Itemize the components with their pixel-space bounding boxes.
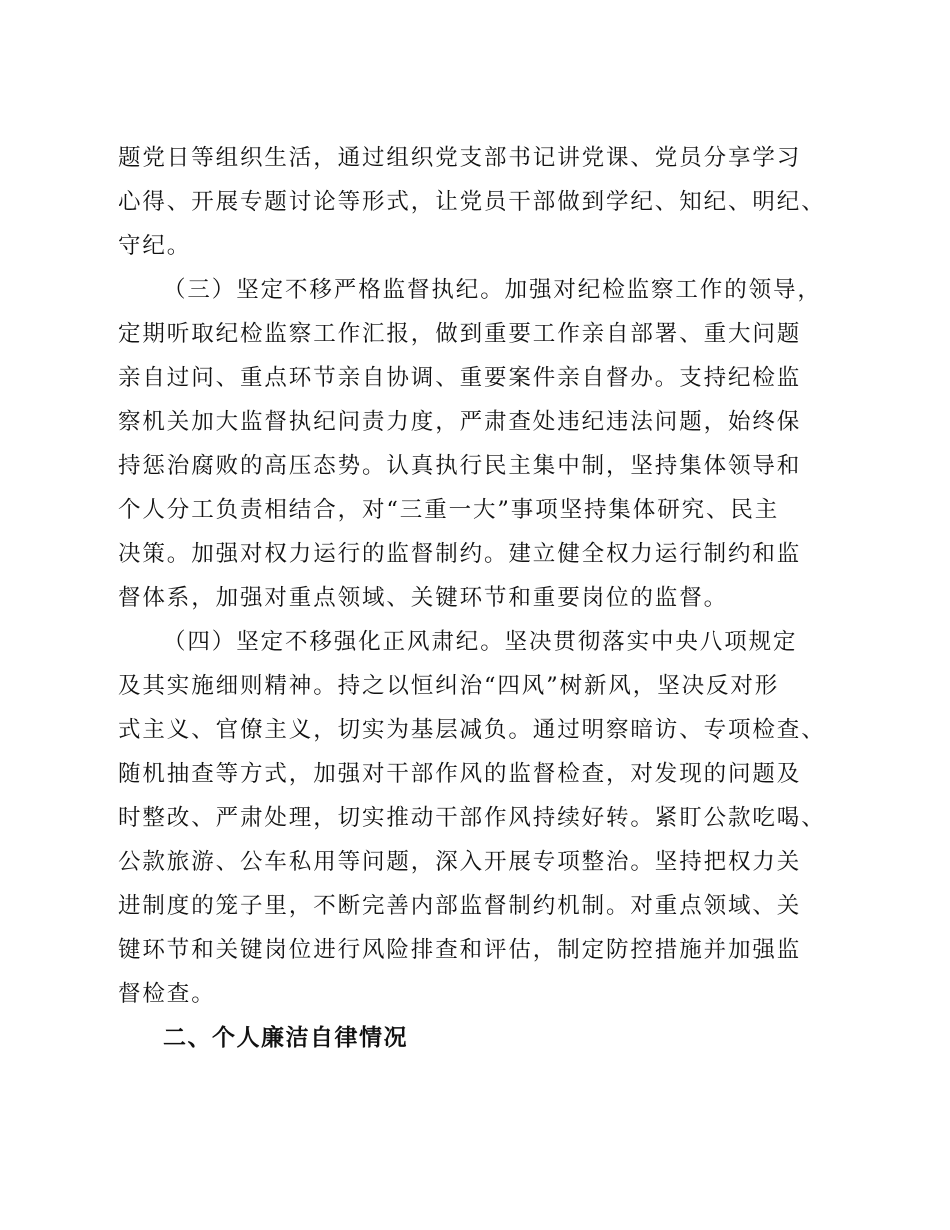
paragraph-line: （三）坚定不移严格监督执纪。加强对纪检监察工作的领导， <box>163 277 822 303</box>
paragraph-line: 及其实施细则精神。持之以恒纠治“四风”树新风，坚决反对形 <box>118 673 780 699</box>
paragraph-line: 键环节和关键岗位进行风险排查和评估，制定防控措施并加强监 <box>118 937 802 963</box>
paragraph-line: （四）坚定不移强化正风肃纪。坚决贯彻落实中央八项规定 <box>163 629 798 655</box>
paragraph-line: 题党日等组织生活，通过组织党支部书记讲党课、党员分享学习 <box>118 145 802 171</box>
paragraph-line: 督检查。 <box>118 981 216 1007</box>
paragraph-line: 个人分工负责相结合，对“三重一大”事项坚持集体研究、民主 <box>118 497 780 523</box>
paragraph-line: 公款旅游、公车私用等问题，深入开展专项整治。坚持把权力关 <box>118 849 802 875</box>
paragraph-line: 定期听取纪检监察工作汇报，做到重要工作亲自部署、重大问题 <box>118 321 802 347</box>
paragraph-line: 时整改、严肃处理，切实推动干部作风持续好转。紧盯公款吃喝、 <box>118 805 826 831</box>
paragraph-line: 式主义、官僚主义，切实为基层减负。通过明察暗访、专项检查、 <box>118 717 826 743</box>
paragraph-line: 持惩治腐败的高压态势。认真执行民主集中制，坚持集体领导和 <box>118 453 802 479</box>
paragraph-line: 进制度的笼子里，不断完善内部监督制约机制。对重点领域、关 <box>118 893 802 919</box>
paragraph-line: 督体系，加强对重点领域、关键环节和重要岗位的监督。 <box>118 585 729 611</box>
paragraph-line: 亲自过问、重点环节亲自协调、重要案件亲自督办。支持纪检监 <box>118 365 802 391</box>
paragraph-line: 守纪。 <box>118 233 192 259</box>
paragraph-line: 随机抽查等方式，加强对干部作风的监督检查，对发现的问题及 <box>118 761 802 787</box>
paragraph-line: 心得、开展专题讨论等形式，让党员干部做到学纪、知纪、明纪、 <box>118 189 826 215</box>
section-heading: 二、个人廉洁自律情况 <box>163 1025 408 1051</box>
paragraph-line: 决策。加强对权力运行的监督制约。建立健全权力运行制约和监 <box>118 541 802 567</box>
paragraph-line: 察机关加大监督执纪问责力度，严肃查处违纪违法问题，始终保 <box>118 409 802 435</box>
